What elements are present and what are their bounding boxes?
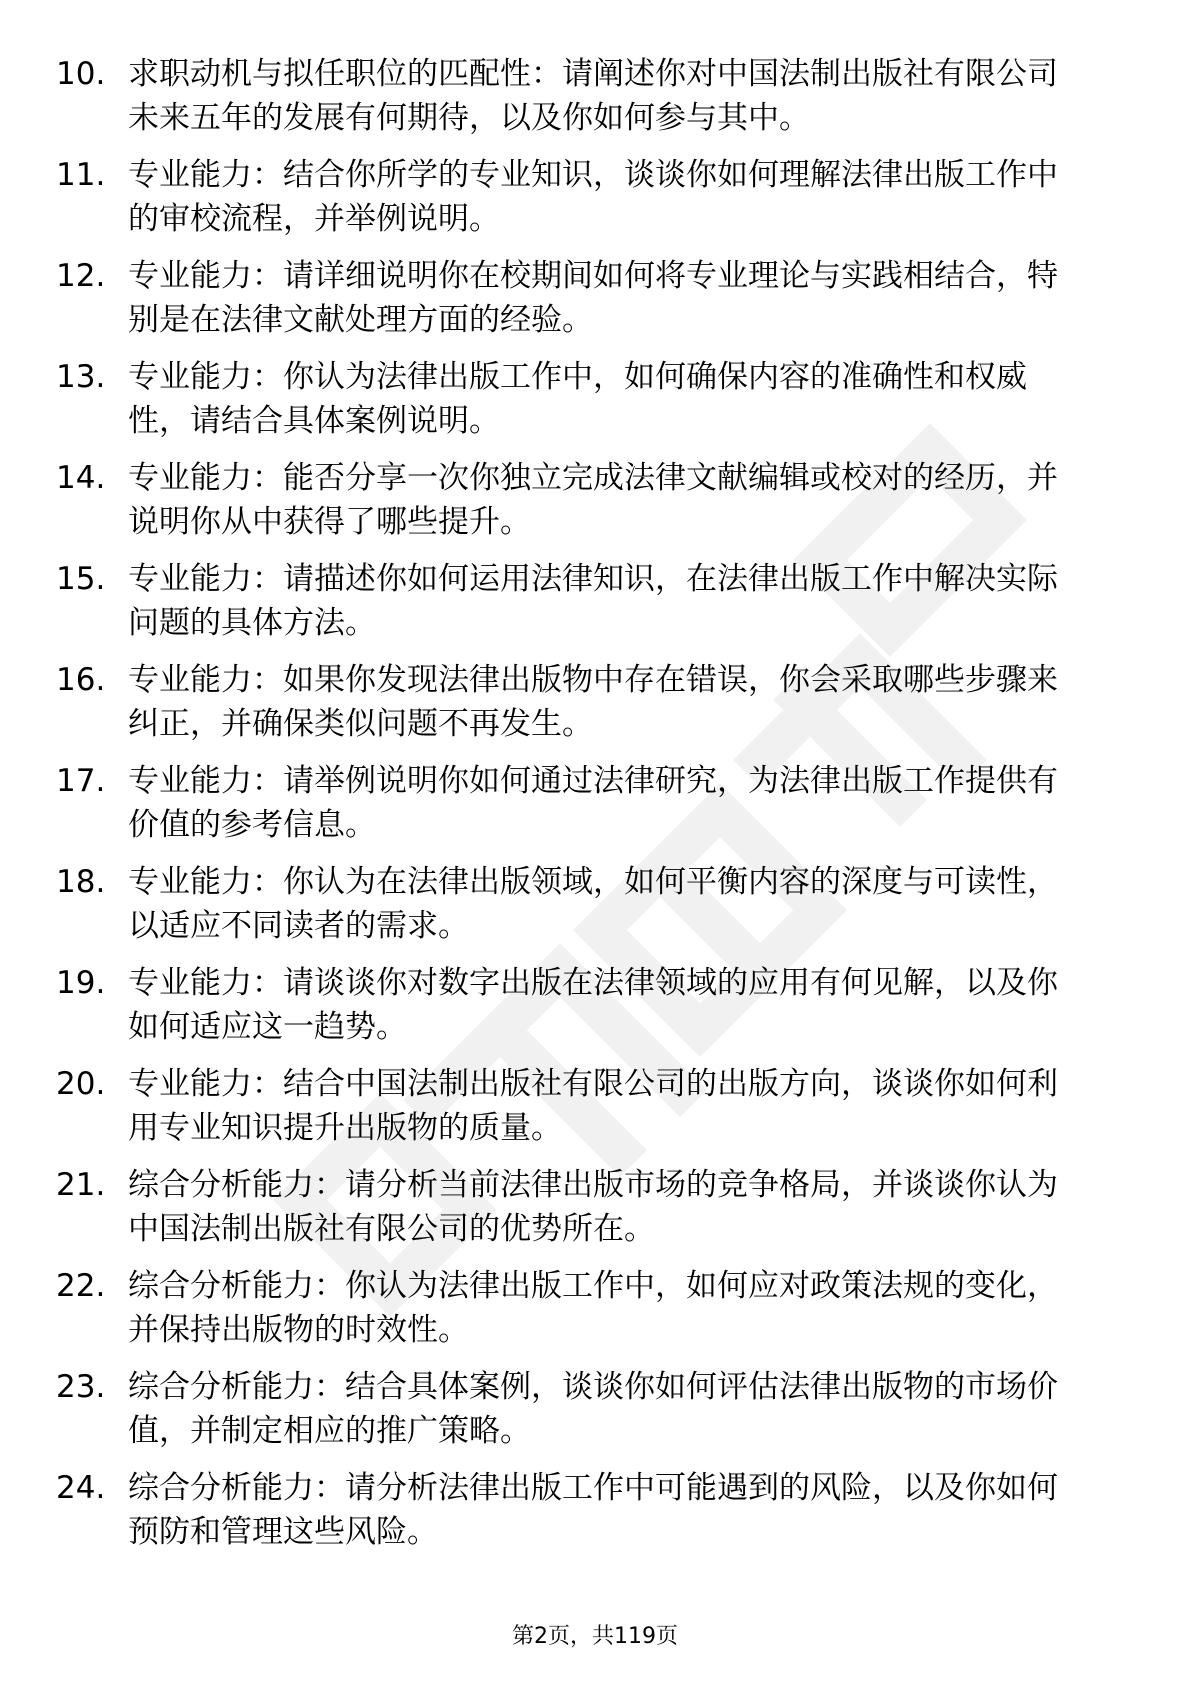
question-text: 综合分析能力：请分析法律出版工作中可能遇到的风险，以及你如何预防和管理这些风险。 (128, 1470, 1058, 1550)
question-number: 20. (56, 1066, 106, 1102)
question-item (56, 52, 1083, 140)
question-number: 19. (56, 965, 106, 1001)
question-number: 10. (56, 56, 106, 92)
question-number: 12. (56, 258, 106, 294)
question-item (56, 860, 1083, 948)
question-number: 23. (56, 1369, 106, 1405)
question-text: 求职动机与拟任职位的匹配性：请阐述你对中国法制出版社有限公司未来五年的发展有何期待，以及你如何参与其中。 (128, 56, 1058, 136)
question-number: 13. (56, 359, 106, 395)
question-text: 专业能力：能否分享一次你独立完成法律文献编辑或校对的经历，并说明你从中获得了哪些提升。 (128, 460, 1058, 540)
question-number: 11. (56, 157, 106, 193)
question-item (56, 1062, 1083, 1150)
question-number: 15. (56, 561, 106, 597)
question-text: 专业能力：请举例说明你如何通过法律研究，为法律出版工作提供有价值的参考信息。 (128, 763, 1058, 843)
question-number: 21. (56, 1167, 106, 1203)
question-item (56, 658, 1083, 746)
question-number: 22. (56, 1268, 106, 1304)
question-item (56, 153, 1083, 241)
question-item (56, 355, 1083, 443)
question-text: 专业能力：请描述你如何运用法律知识，在法律出版工作中解决实际问题的具体方法。 (128, 561, 1058, 641)
question-text: 专业能力：你认为法律出版工作中，如何确保内容的准确性和权威性，请结合具体案例说明。 (128, 359, 1027, 439)
question-item (56, 1264, 1083, 1352)
question-text: 综合分析能力：请分析当前法律出版市场的竞争格局，并谈谈你认为中国法制出版社有限公司的优势所在。 (128, 1167, 1058, 1247)
question-text: 专业能力：请详细说明你在校期间如何将专业理论与实践相结合，特别是在法律文献处理方面的经验。 (128, 258, 1058, 338)
question-item (56, 1365, 1083, 1453)
question-text: 综合分析能力：你认为法律出版工作中，如何应对政策法规的变化，并保持出版物的时效性。 (128, 1268, 1058, 1348)
question-item (56, 456, 1083, 544)
question-item (56, 759, 1083, 847)
question-number: 18. (56, 864, 106, 900)
question-number: 24. (56, 1470, 106, 1506)
question-item (56, 1466, 1083, 1554)
question-item (56, 254, 1083, 342)
question-text: 专业能力：结合你所学的专业知识，谈谈你如何理解法律出版工作中的审校流程，并举例说明。 (128, 157, 1058, 237)
question-list (56, 52, 1096, 1567)
question-number: 16. (56, 662, 106, 698)
question-text: 专业能力：请谈谈你对数字出版在法律领域的应用有何见解，以及你如何适应这一趋势。 (128, 965, 1058, 1045)
question-item (56, 557, 1083, 645)
question-item (56, 1163, 1083, 1251)
question-item (56, 961, 1083, 1049)
page-footer: 第2页，共119页 (512, 1624, 678, 1649)
question-text: 综合分析能力：结合具体案例，谈谈你如何评估法律出版物的市场价值，并制定相应的推广策略。 (128, 1369, 1058, 1449)
question-text: 专业能力：你认为在法律出版领域，如何平衡内容的深度与可读性，以适应不同读者的需求。 (128, 864, 1058, 944)
question-text: 专业能力：结合中国法制出版社有限公司的出版方向，谈谈你如何利用专业知识提升出版物的质量。 (128, 1066, 1058, 1146)
question-number: 17. (56, 763, 106, 799)
question-text: 专业能力：如果你发现法律出版物中存在错误，你会采取哪些步骤来纠正，并确保类似问题不再发生。 (128, 662, 1058, 742)
question-number: 14. (56, 460, 106, 496)
